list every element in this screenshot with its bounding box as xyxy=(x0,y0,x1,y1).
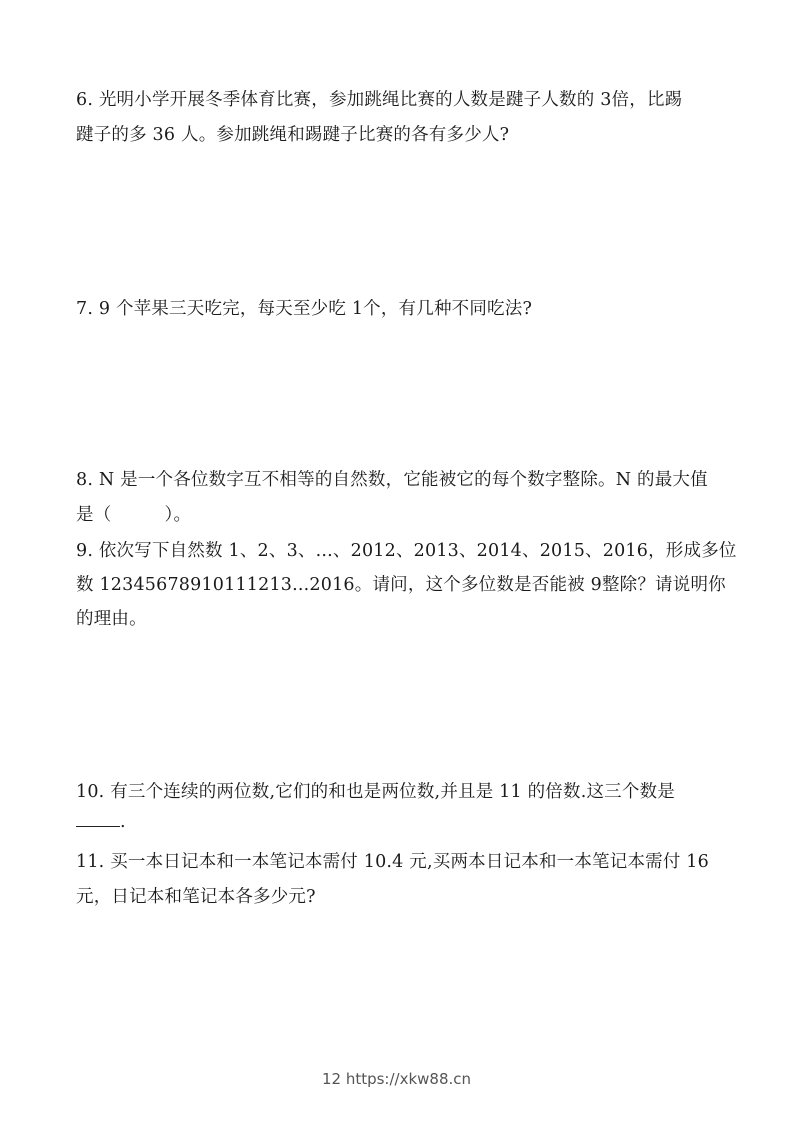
question-text-line: 8. N 是一个各位数字互不相等的自然数，它能被它的每个数字整除。N 的最大值 xyxy=(76,470,708,490)
question-text-line: 踺子的多 36 人。参加跳绳和踢踺子比赛的各有多少人? xyxy=(76,125,510,145)
question-text-line: 元，日记本和笔记本各多少元? xyxy=(76,887,316,907)
question-text-line: 9. 依次写下自然数 1、2、3、...、2012、2013、2014、2015、2016，形成多位 xyxy=(76,541,737,561)
page-number: 12 xyxy=(321,1070,342,1088)
question-text-line: 的理由。 xyxy=(76,609,147,629)
question-text-line: 6. 光明小学开展冬季体育比赛，参加跳绳比赛的人数是踺子人数的 3倍，比踢 xyxy=(76,90,683,110)
question-text-line: 数 12345678910111213...2016。请问，这个多位数是否能被 9整除？请说明你 xyxy=(76,575,726,595)
question-text-line: 是（ ）。 xyxy=(76,505,192,525)
question-text-line: 7. 9 个苹果三天吃完，每天至少吃 1个，有几种不同吃法? xyxy=(76,299,533,319)
question-text-line: 11. 买一本日记本和一本笔记本需付 10.4 元,买两本日记本和一本笔记本需付 16 xyxy=(76,852,709,872)
footer-url: https://xkw88.cn xyxy=(345,1070,472,1088)
answer-blank-line: . xyxy=(76,812,126,832)
answer-blank xyxy=(76,812,120,827)
question-text-line: 10. 有三个连续的两位数,它们的和也是两位数,并且是 11 的倍数.这三个数是 xyxy=(76,782,675,802)
page-footer xyxy=(0,1070,793,1088)
